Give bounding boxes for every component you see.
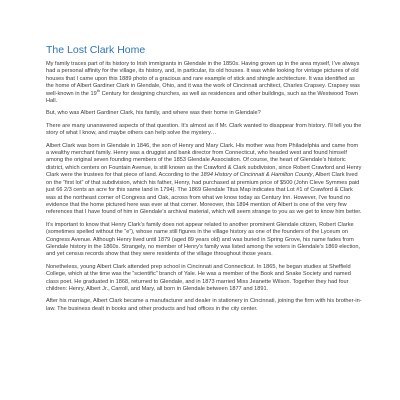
ordinal-suffix: th [96,87,101,93]
paragraph-albert-clark-text-b: , Albert Clark lived on the “first lot” of that subdivision, which his father, Henry, had purchased at premium price of $500 (John Cleve Symmes paid just 66 2/3 cents an acre for this same land in 1794). The 1869 Glendale Titus Map indicates that Lot #1 of Crawford & Clark was at the northeast corner of Congress and Oak, across from what we know today as Century Inn. However, I’ve found no evidence that the home pictured here was ever at that corner. Moreover, this 1894 mention of Albert is one of the very few references that I have found of him in Glendale’s archival material, which will seem strange to you as we get to know him better. [46,172,362,216]
paragraph-intro-text: My family traces part of its history to Irish immigrants in Glendale in the 1850s. Having grown up in the area myself, I’ve always had a personal affinity for the village, its history, and, in particular, its old houses. It was while looking for vintage pictures of old houses that I came upon this 1889 photo of a gracious and rare example of stick and shingle architecture. It was identified as the home of Albert Gardiner Clark in Glendale, Ohio, and it was the work of Cincinnati architect, Charles Crapsey. Crapsey was well-known in the 19 [46,61,360,97]
page-title: The Lost Clark Home [46,44,146,56]
paragraph-albert-clark-text-a: Albert Clark was born in Glendale in 1846, the son of Henry and Mary Clark. His mother was from Philadelphia and came from a wealthy merchant family. Henry was a druggist and bank director from Connecticut, who headed west and found himself among the original seven founding members of the 1853 Glendale Association. Of course, the heart of Glendale’s historic district, which centers on Fountain Avenue, is still known as the Crawford & Clark subdivision, since Robert Crawford and Henry Clark were the trustees for that piece of land. According to the [46,142,362,179]
paragraph-intro-end: Century for designing churches, as well as residences and other buildings, such as the Westwood Town Hall. [46,90,358,105]
paragraph-robert-clarke: It’s important to know that Henry Clark’s family does not appear related to another prominent Glendale citizen, Robert Clarke (sometimes spelled without the “e”), whose name still figures in the village history as one of the founders of the Lyceum on Congress Avenue. Although Henry lived until 1879 (aged 89 years old) and was buried in Spring Grove, his name fades from Glendale history in the 1860s. Strangely, no member of Henry’s family was listed among the voters in Glendale’s 1869 election, and yet census records show that they were residents of the village throughout those years. [46,221,361,258]
paragraph-question: But, who was Albert Gardiner Clark, his family, and where was their home in Glendale? [46,110,261,117]
paragraph-intro [46,61,362,105]
paragraph-education: Nonetheless, young Albert Clark attended prep school in Cincinnati and Connecticut. In 1865, he began studies at Sheffield College, which at the time was the “scientific” branch of Yale. He was a member of the Book and Snake Society and named class poet. He graduated in 1868, returned to Glendale, and in 1873 married Miss Jeanette Wilson. Together they had four children: Henry, Albert Jr., Carroll, and Mary, all born in Glendale between 1877 and 1891. [46,263,351,292]
paragraph-albert-clark [46,143,362,217]
paragraph-career: After his marriage, Albert Clark became a manufacturer and dealer in stationery in Cincinnati, joining the firm with his brother-in-law. The business dealt in books and other products and had offices in the city center. [46,298,362,312]
paragraph-mystery: There are many unanswered aspects of that question. It’s almost as if Mr. Clark wanted to disappear from history. I’ll tell you the story of what I know, and maybe others can help solve the mystery… [46,122,362,137]
book-title-reference: 1894 History of Cincinnati & Hamilton County [200,172,313,179]
